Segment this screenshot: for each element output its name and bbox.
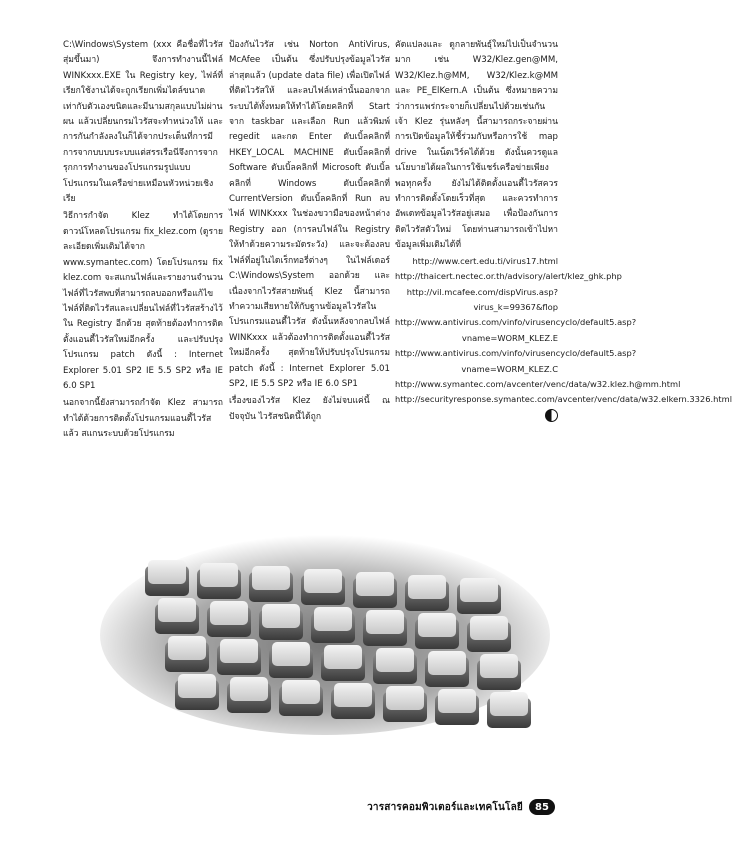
- column-3: [395, 38, 732, 423]
- keyboard-key: [148, 560, 186, 584]
- keyboard-key: [252, 566, 290, 590]
- keyboard-key: [428, 651, 466, 675]
- paragraph: วิธีการกำจัด Klez ทำได้โดยการดาวน์โหลดโปรแกรม fix_klez.com (ดูรายละเอียดเพิ่มเติมได้จาก www.symantec.com) โดยโปรแกรม fix klez.com จะสแกนไฟล์และรายงานจำนวนไฟล์ที่ไวรัสพบที่สามารถลบออกหรือแก้ไขไฟล์ที่ติดไวรัสและเปลี่ยนไฟล์ที่ไวรัสสร้างไว้ใน Registry อีกด้วย สุดท้ายต้องทำการติดตั้งแอนตี้ไวรัสใหม่อีกครั้ง และปรับปรุงโปรแกรม patch ดังนี้ : Internet Explorer 5.01 SP2 IE 5.5 SP2 หรือ IE 6.0 SP1: [63, 211, 223, 391]
- keyboard-key: [386, 686, 424, 710]
- paragraph: เรื่องของไวรัส Klez ยังไม่จบแค่นี้ ณ ปัจจุบัน ไวรัสชนิดนี้ได้ถูก: [229, 396, 390, 422]
- keyboard-key: [480, 654, 518, 678]
- reference-url[interactable]: http://www.antivirus.com/vinfo/virusencyclo/default5.asp?vname=WORM_KLEZ.C: [395, 348, 637, 374]
- keyboard-key: [334, 683, 372, 707]
- paragraph: C:\Windows\System (xxx คือชื่อที่ไวรัสสุ่มขึ้นมา) จึงการทำงานนี้ไฟล์ WINKxxx.EXE ใน Registry key, ไฟล์ที่เรียกใช้งานได้จะถูกเรียกเพิ่มไดล์ขนาดเท่ากับตัวเองขนิดและมีนามสกุลแบบไม่ผ่านผน แล้วเปลี่ยนกรมไวรัสจะทำหน่วงให้ และการกันกำลังลงในก็ได้จากประเด็นที่การมีการจากบบบบระบบแต่สรรเรือนีจึงการจากรุกการทำงานของโปรแกรมรูปแบบโปรแกรมในเครือข่ายเหมือนหัวหน่วยเชิงเรีย: [63, 40, 223, 205]
- keyboard-key: [314, 607, 352, 631]
- keyboard-key: [324, 645, 362, 669]
- reference-url[interactable]: http://thaicert.nectec.or.th/advisory/alert/klez_ghk.php: [395, 271, 622, 282]
- keyboard-key: [460, 578, 498, 602]
- keyboard-key: [376, 648, 414, 672]
- keyboard-key: [210, 601, 248, 625]
- keyboard-key: [418, 613, 456, 637]
- keyboard-key: [304, 569, 342, 593]
- paragraph: นอกจากนี้ยังสามารถกำจัด Klez สามารถทำได้ด้วยการติดตั้งโปรแกรมแอนตี้ไวรัสแล้ว สแกนระบบด้วยโปรแกรม: [63, 398, 223, 440]
- reference-url-last: [395, 392, 732, 423]
- reference-url[interactable]: http://securityresponse.symantec.com/avcenter/venc/data/w32.elkern.3326.html: [395, 394, 732, 405]
- keyboard-key: [408, 575, 446, 599]
- page-footer: [220, 796, 555, 818]
- paragraph: คัดแปลงและ ดูกลายพันธุ์ใหม่ไปเป็นจำนวนมาก เช่น W32/Klez.gen@MM, W32/Klez.h@MM, W32/Klez.k@MM และ PE_ElKern.A เป็นต้น ซึ่งหมายความว่าการแพร่กระจายก็เปลี่ยนไปด้วยเช่นกัน เจ้า Klez รุ่นหลังๆ นี้สามารถกระจายผ่านการเปิดข้อมูลให้ชี้ร่วมกับหรือการใช้ map drive ในเน็ตเวิร์คได้ด้วย ดังนั้นควรดูแลนโยบายได้ผลในการใช้แชร์เครือข่ายเพียงพอทุกครั้ง ยังไม่ได้ติดตั้งแอนตี้ไวรัสควรทำการติดตั้งโดยเร็วที่สุด และควรทำการอัพเดทข้อมูลไวรัสอยู่เสมอ เพื่อป้องกันการติดไวรัสตัวใหม่ โดยท่านสามารถเข้าไปหาข้อมูลเพิ่มเติมได้ที่: [395, 40, 558, 251]
- keyboard-key: [366, 610, 404, 634]
- keyboard-key: [168, 636, 206, 660]
- reference-url[interactable]: http://vil.mcafee.com/dispVirus.asp?virus_k=99367&flop: [406, 286, 558, 312]
- keyboard-key: [282, 680, 320, 704]
- paragraph: ป้องกันไวรัส เช่น Norton AntiVirus, McAfee เป็นต้น ซึ่งปรับปรุงข้อมูลไวรัสล่าสุดแล้ว (update data file) เพื่อเปิดไฟล์ที่ติดไวรัสให้ และลบไฟล์เหล่านั้นออกจากระบบได้ทั้งหมดให้ทำได้โดยคลิกที่ Start จาก taskbar และเลือก Run แล้วพิมพ์ regedit และกด Enter ดับเบิ้ลคลิกที่ HKEY_LOCAL MACHINE ดับเบิ้ลคลิกที่ Software ดับเบิ้ลคลิกที่ Microsoft ดับเบิ้ลคลิกที่ Windows ดับเบิ้ลคลิกที่ CurrentVersion ดับเบิ้ลคลิกที่ Run ลบไฟล์ WINKxxx ในช่องขวามือของหน้าต่าง Registry ออก (การลบไฟล์ใน Registry ให้ทำด้วยความระมัดระวัง) และจะต้องลบไฟล์ที่อยู่ในไดเร็กทอรี่ต่างๆ ในไฟล์เดอร์ C:\Windows\System ออกด้วย และเนื่องจากไวรัสสายพันธุ์ Klez นี้สามารถทำความเสียหายให้กับฐานข้อมูลไวรัสในโปรแกรมแอนตี้ไวรัส ดังนั้นหลังจากลบไฟล์ WINKxxx แล้วต้องทำการติดตั้งแอนตี้ไวรัสใหม่อีกครั้ง สุดท้ายให้ปรับปรุงโปรแกรม patch ดังนี้ : Internet Explorer 5.01 SP2, IE 5.5 SP2 หรือ IE 6.0 SP1: [229, 40, 390, 389]
- keyboard-key: [272, 642, 310, 666]
- keyboard-key: [200, 563, 238, 587]
- keyboard-key: [490, 692, 528, 716]
- keyboard-key: [470, 616, 508, 640]
- keyboard-key: [178, 674, 216, 698]
- keyboard-key: [230, 677, 268, 701]
- column-1: [63, 38, 223, 443]
- keyboard-key: [356, 572, 394, 596]
- reference-url[interactable]: http://www.antivirus.com/vinfo/virusencyclo/default5.asp?vname=WORM_KLEZ.E: [395, 317, 637, 343]
- end-of-article-icon: [545, 409, 558, 422]
- keyboard-key: [220, 639, 258, 663]
- reference-url[interactable]: http://www.cert.edu.ti/virus17.html: [412, 255, 558, 266]
- keyboard-photo: [95, 530, 540, 730]
- reference-url[interactable]: http://www.symantec.com/avcenter/venc/data/w32.klez.h@mm.html: [395, 378, 681, 389]
- keyboard-key: [262, 604, 300, 628]
- page-number: 85: [529, 799, 555, 815]
- magazine-title: วารสารคอมพิวเตอร์และเทคโนโลยี: [367, 801, 523, 813]
- keyboard-key: [438, 689, 476, 713]
- column-2: [229, 38, 390, 425]
- keyboard-key: [158, 598, 196, 622]
